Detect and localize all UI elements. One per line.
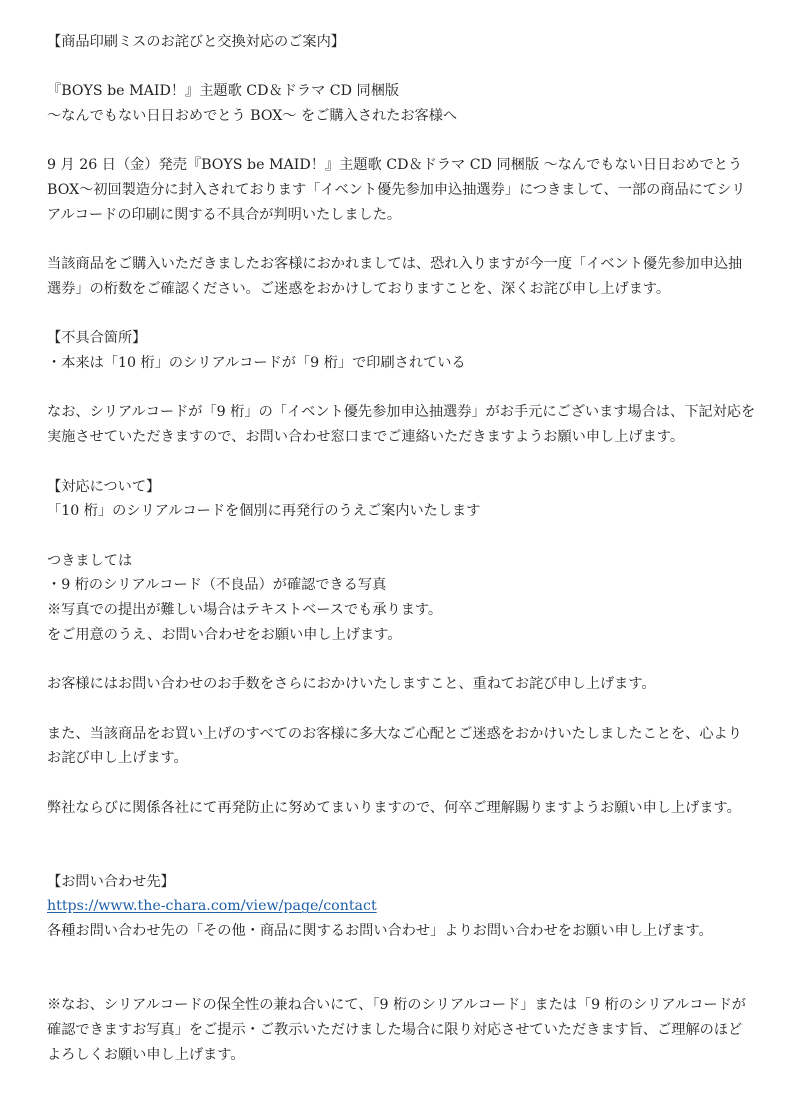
- note-line-2: 実施させていただきますので、お問い合わせ窓口までご連絡いただきますようお願い申し上げます。: [47, 429, 685, 446]
- footnote-line-2: 確認できますお写真」をご提示・ご教示いただけました場合に限り対応させていただきます旨、ご理解のほど: [47, 1021, 743, 1038]
- product-name-line-1: 『BOYS be MAID！』主題歌 CD＆ドラマ CD 同梱版: [47, 83, 400, 100]
- defect-heading: 【不具合箇所】: [47, 330, 147, 347]
- contact-heading: 【お問い合わせ先】: [47, 873, 175, 890]
- request-line-2: 選券」の桁数をご確認ください。ご迷惑をおかけしておりますことを、深くお詫び申し上げます。: [47, 280, 671, 297]
- footnote-line-1: ※なお、シリアルコードの保全性の兼ね合いにて、「9 桁のシリアルコード」または「9 桁のシリアルコードが: [47, 997, 746, 1014]
- apology-1: お客様にはお問い合わせのお手数をさらにおかけいたしますこと、重ねてお詫び申し上げます。: [47, 676, 656, 693]
- note-line-1: なお、シリアルコードが「9 桁」の「イベント優先参加申込抽選券」がお手元にございます場合は、下記対応を: [47, 404, 756, 421]
- response-heading: 【対応について】: [47, 478, 161, 495]
- prepare-line-2: ・9 桁のシリアルコード（不良品）が確認できる写真: [47, 577, 387, 594]
- intro-line-3: アルコードの印刷に関する不具合が判明いたしました。: [47, 206, 402, 223]
- contact-text: 各種お問い合わせ先の「その他・商品に関するお問い合わせ」よりお問い合わせをお願い申し上げます。: [47, 923, 713, 940]
- footnote-line-3: よろしくお願い申し上げます。: [47, 1046, 245, 1063]
- defect-item: ・本来は「10 桁」のシリアルコードが「9 桁」で印刷されている: [47, 355, 466, 372]
- request-line-1: 当該商品をご購入いただきましたお客様におかれましては、恐れ入りますが今一度「イベント優先参加申込抽: [47, 256, 743, 273]
- product-name-line-2: 〜なんでもない日日おめでとう BOX〜 をご購入されたお客様へ: [47, 108, 458, 125]
- notice-title: 【商品印刷ミスのお詫びと交換対応のご案内】: [47, 34, 345, 50]
- apology-2-line-1: また、当該商品をお買い上げのすべてのお客様に多大なご心配とご迷惑をおかけいたしましたことを、心より: [47, 725, 742, 742]
- prepare-line-3: ※写真での提出が難しい場合はテキストベースでも承ります。: [47, 602, 443, 619]
- intro-line-2: BOX〜初回製造分に封入されております「イベント優先参加申込抽選券」につきまして、一部の商品にてシリ: [47, 182, 746, 199]
- prevention-statement: 弊社ならびに関係各社にて再発防止に努めてまいりますので、何卒ご理解賜りますようお願い申し上げます。: [47, 799, 741, 816]
- response-text: 「10 桁」のシリアルコードを個別に再発行のうえご案内いたします: [47, 503, 481, 520]
- contact-link[interactable]: https://www.the-chara.com/view/page/contact: [47, 898, 377, 915]
- apology-2-line-2: お詫び申し上げます。: [47, 750, 188, 767]
- prepare-line-4: をご用意のうえ、お問い合わせをお願い申し上げます。: [47, 626, 402, 643]
- intro-line-1: 9 月 26 日（金）発売『BOYS be MAID！』主題歌 CD＆ドラマ CD 同梱版 〜なんでもない日日おめでとう: [47, 157, 743, 174]
- prepare-line-1: つきましては: [47, 552, 133, 569]
